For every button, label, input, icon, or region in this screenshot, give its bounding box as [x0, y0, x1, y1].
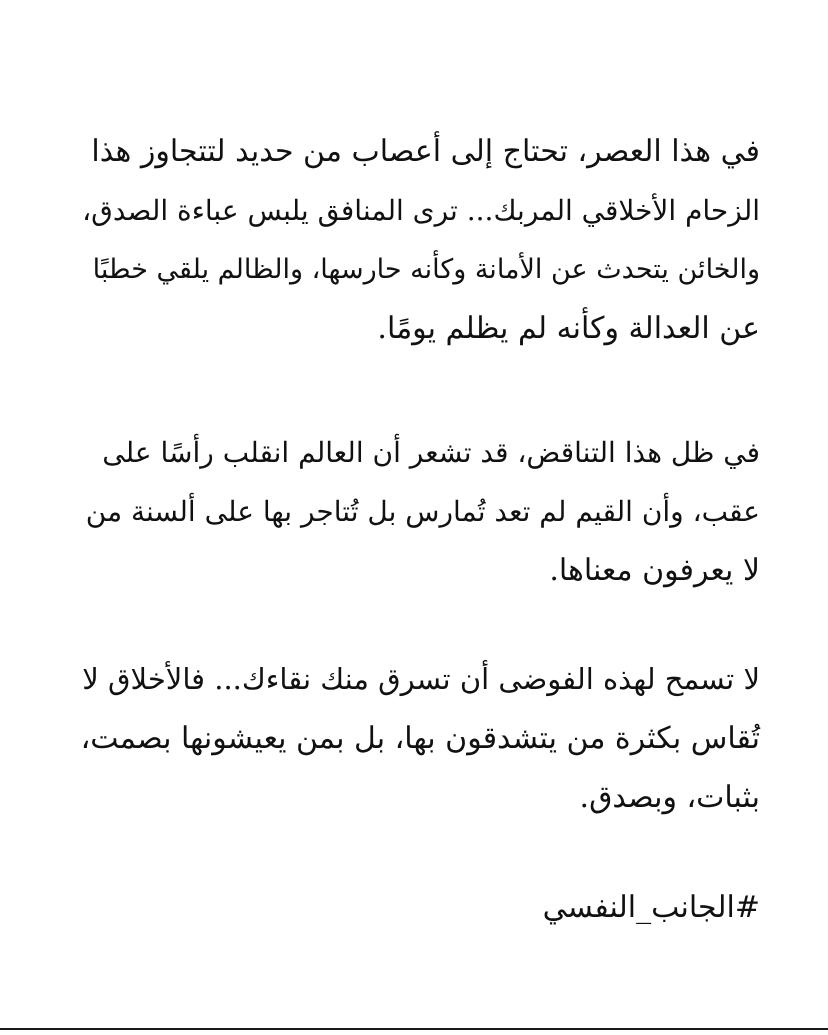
paragraph-1: [80, 122, 760, 358]
paragraph-line: لا يعرفون معناها.: [549, 553, 760, 588]
paragraph-line: تُقاس بكثرة من يتشدقون بها، بل بمن يعيشونها بصمت،: [80, 721, 760, 756]
bottom-divider: [0, 1028, 828, 1030]
paragraph-line: عن العدالة وكأنه لم يظلم يومًا.: [377, 311, 760, 346]
paragraph-line: في ظل هذا التناقض، قد تشعر أن العالم انقلب رأسًا على: [102, 436, 760, 469]
hashtag-text: #الجانب_النفسي: [542, 890, 760, 925]
paragraph-line: في هذا العصر، تحتاج إلى أعصاب من حديد لتتجاوز هذا: [91, 134, 760, 169]
paragraph-line: والخائن يتحدث عن الأمانة وكأنه حارسها، والظالم يلقي خطبًا: [92, 254, 760, 285]
paragraph-2: [80, 423, 760, 600]
paragraph-line: لا تسمح لهذه الفوضى أن تسرق منك نقاءك... فالأخلاق لا: [82, 662, 760, 696]
hashtag: [80, 878, 760, 937]
paragraph-line: الزحام الأخلاقي المربك... ترى المنافق يلبس عباءة الصدق،: [82, 194, 760, 227]
paragraph-3: [80, 650, 760, 827]
paragraph-line: بثبات، وبصدق.: [579, 780, 760, 815]
paragraph-line: عقب، وأن القيم لم تعد تُمارس بل تُتاجر بها على ألسنة من: [85, 495, 760, 528]
